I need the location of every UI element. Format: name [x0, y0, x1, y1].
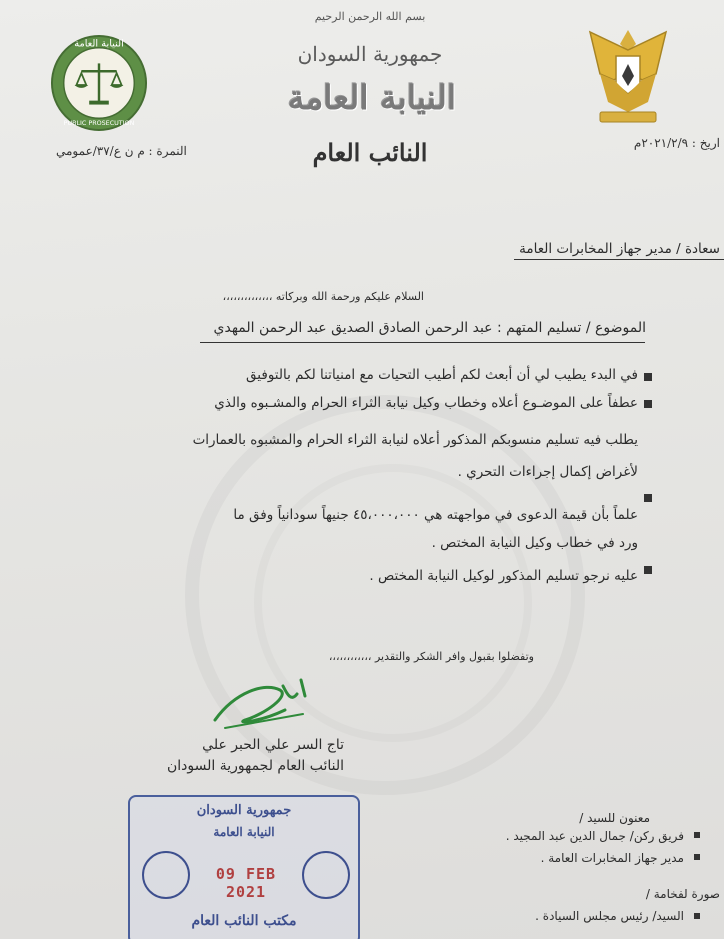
to-label: معنون للسيد /	[579, 811, 650, 825]
signer-title: النائب العام لجمهورية السودان	[166, 758, 344, 774]
stamp-line-republic: جمهورية السودان	[196, 803, 292, 818]
basmala-text: بسم الله الرحمن الرحيم	[314, 10, 426, 23]
stamp-line-institution: النيابة العامة	[213, 825, 275, 839]
paragraph-line: ورد في خطاب وكيل النيابة المختص .	[431, 535, 638, 551]
bullet-marker	[694, 854, 700, 860]
document-date: اريخ : ٢٠٢١/٢/٩م	[633, 136, 720, 150]
paragraph-line: لأغراض إكمال إجراءات التحري .	[457, 464, 638, 480]
closing-line: وتفضلوا بقبول وافر الشكر والتقدير ،،،،،،،،،،،،	[328, 650, 534, 663]
stamp-line-office: مكتب النائب العام	[191, 913, 297, 929]
reference-number: النمرة : م ن ع/٣٧/عمومي	[56, 144, 187, 158]
stamp-seal-icon	[302, 851, 350, 899]
paragraph-line: عليه نرجو تسليم المذكور لوكيل النيابة المختص .	[369, 568, 638, 584]
paragraph-line: عطفاً على الموضـوع أعلاه وخطاب وكيل نيابة الثراء الحرام والمشـبوه والذي	[214, 395, 638, 411]
bullet-marker	[644, 566, 652, 574]
bullet-marker	[694, 832, 700, 838]
subject-line: الموضوع / تسليم المتهم : عبد الرحمن الصادق الصديق عبد الرحمن المهدي	[213, 320, 646, 336]
stamp-seal-icon	[142, 851, 190, 899]
emblem-arabic-text: النيابة العامة	[74, 38, 124, 50]
handwritten-signature	[205, 672, 315, 732]
bullet-marker	[644, 400, 652, 408]
paragraph-line: علماً بأن قيمة الدعوى في مواجهته هي ٤٥،٠٠٠،٠٠٠ جنيهاً سودانياً وفق ما	[233, 507, 638, 523]
paragraph-line: في البدء يطيب لي أن أبعث لكم أطيب التحيات مع امنياتنا لكم بالتوفيق	[246, 367, 638, 383]
republic-title: جمهورية السودان	[297, 42, 443, 66]
cc-label: صورة لفخامة /	[645, 887, 720, 901]
signer-block	[167, 735, 344, 777]
cc-item: السيد/ رئيس مجلس السيادة .	[535, 909, 684, 923]
office-title: النائب العام	[312, 138, 428, 167]
public-prosecution-emblem	[50, 34, 148, 132]
paragraph-line: يطلب فيه تسليم منسوبكم المذكور أعلاه لنيابة الثراء الحرام والمشبوه بالعمارات	[192, 432, 638, 448]
addressee-underline	[514, 259, 724, 260]
office-stamp	[128, 795, 360, 939]
sudan-coat-of-arms-icon	[586, 22, 670, 126]
subject-underline	[200, 342, 645, 343]
to-item: فريق ركن/ جمال الدين عبد المجيد .	[505, 829, 684, 843]
signer-name: تاج السر علي الحبر علي	[202, 737, 344, 753]
institution-title: النيابة العامة	[287, 78, 457, 117]
bullet-marker	[694, 913, 700, 919]
greeting-line: السلام عليكم ورحمة الله وبركاته ،،،،،،،،،،،،،،	[222, 290, 424, 303]
addressee-line: سعادة / مدير جهاز المخابرات العامة	[519, 241, 720, 257]
emblem-english-text: PUBLIC PROSECUTION	[63, 119, 135, 128]
bullet-marker	[644, 494, 652, 502]
bullet-marker	[644, 373, 652, 381]
to-item: مدير جهاز المخابرات العامة .	[540, 851, 684, 865]
stamp-date: 09 FEB 2021	[215, 865, 277, 901]
